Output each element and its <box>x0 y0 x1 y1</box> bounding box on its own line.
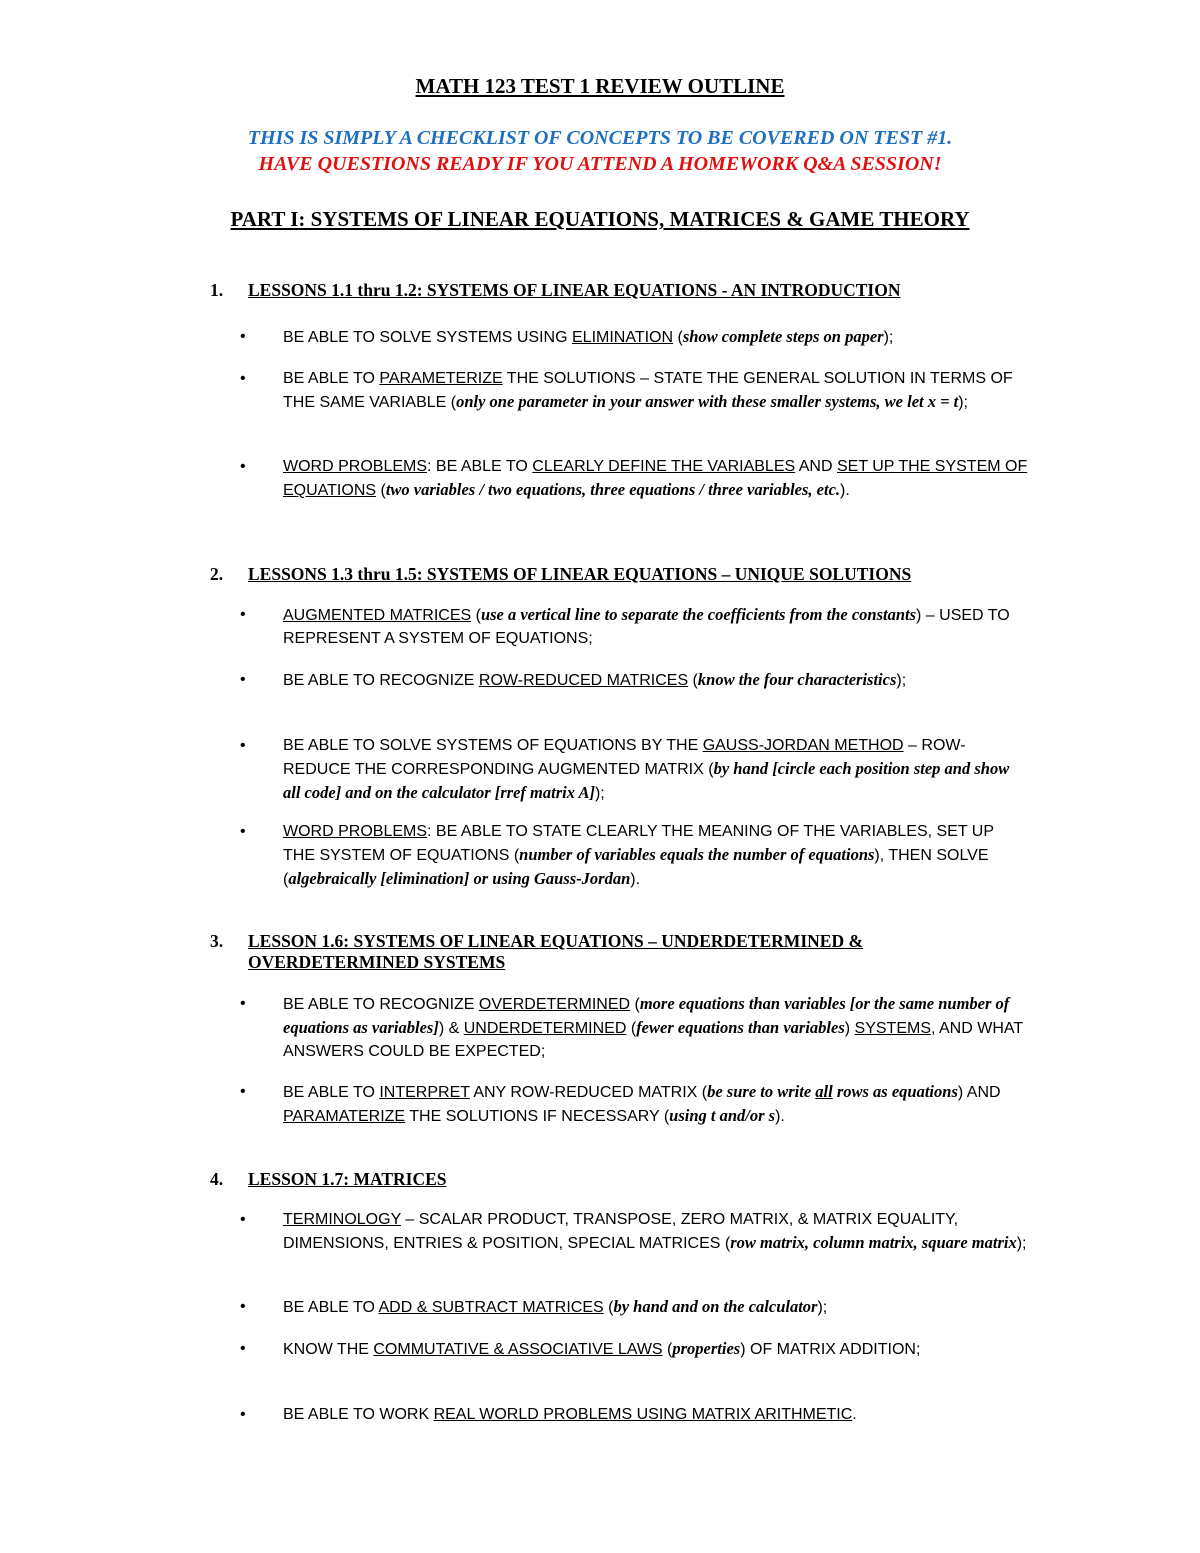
bullet-icon: • <box>240 1083 246 1100</box>
section-title: LESSONS 1.1 thru 1.2: SYSTEMS OF LINEAR EQUATIONS - AN INTRODUCTION <box>248 280 901 300</box>
list-item-text: BE ABLE TO PARAMETERIZE THE SOLUTIONS – STATE THE GENERAL SOLUTION IN TERMS OF THE SAME VARIABLE (only one parameter in your answer with these smaller systems, we let x = t); <box>283 370 1013 411</box>
bullet-icon: • <box>240 458 246 475</box>
section-number: 2. <box>210 564 224 584</box>
bullet-icon: • <box>240 995 246 1012</box>
part-label: PART I <box>230 207 299 231</box>
list-item-text: BE ABLE TO RECOGNIZE ROW-REDUCED MATRICES (know the four characteristics); <box>283 670 907 689</box>
bullet-icon: • <box>240 737 246 754</box>
notice-checklist: THIS IS SIMPLY A CHECKLIST OF CONCEPTS TO BE COVERED ON TEST #1. <box>247 127 953 149</box>
section-title: LESSONS 1.3 thru 1.5: SYSTEMS OF LINEAR EQUATIONS – UNIQUE SOLUTIONS <box>248 564 912 584</box>
bullet-icon: • <box>240 671 246 688</box>
list-item-text: WORD PROBLEMS: BE ABLE TO STATE CLEARLY THE MEANING OF THE VARIABLES, SET UP THE SYSTEM OF EQUATIONS (number of variables equals the number of equations), THEN SOLVE (algebraically [elimination] or using Gauss-Jordan). <box>283 823 994 888</box>
bullet-icon: • <box>240 1211 246 1228</box>
list-item-text: BE ABLE TO SOLVE SYSTEMS OF EQUATIONS BY THE GAUSS-JORDAN METHOD – ROW-REDUCE THE CORRESPONDING AUGMENTED MATRIX (by hand [circle each position step and show all code] and on the calculator [rref matrix A]); <box>283 737 1010 802</box>
list-item-text: AUGMENTED MATRICES (use a vertical line to separate the coefficients from the constants) – USED TO REPRESENT A SYSTEM OF EQUATIONS; <box>283 605 1010 647</box>
bullet-icon: • <box>240 1298 246 1315</box>
list-item-text: BE ABLE TO SOLVE SYSTEMS USING ELIMINATION (show complete steps on paper); <box>283 327 894 346</box>
notice-questions: HAVE QUESTIONS READY IF YOU ATTEND A HOMEWORK Q&A SESSION! <box>258 153 942 175</box>
document-title: MATH 123 TEST 1 REVIEW OUTLINE <box>415 74 785 98</box>
bullet-icon: • <box>240 328 246 345</box>
list-item-text: TERMINOLOGY – SCALAR PRODUCT, TRANSPOSE, ZERO MATRIX, & MATRIX EQUALITY, DIMENSIONS, ENTRIES & POSITION, SPECIAL MATRICES (row matrix, column matrix, square matrix); <box>283 1211 1027 1252</box>
section-number: 1. <box>210 280 224 300</box>
list-item-text: BE ABLE TO INTERPRET ANY ROW-REDUCED MATRIX (be sure to write all rows as equations) AND PARAMATERIZE THE SOLUTIONS IF NECESSARY (using t and/or s). <box>283 1082 1001 1125</box>
section-title: LESSON 1.6: SYSTEMS OF LINEAR EQUATIONS – UNDERDETERMINED & OVERDETERMINED SYSTEMS <box>248 931 864 972</box>
section-number: 4. <box>210 1169 224 1189</box>
list-item-text: KNOW THE COMMUTATIVE & ASSOCIATIVE LAWS (properties) OF MATRIX ADDITION; <box>283 1339 921 1358</box>
bullet-icon: • <box>240 823 246 840</box>
list-item-text: BE ABLE TO RECOGNIZE OVERDETERMINED (more equations than variables [or the same number of equations as variables]) & UNDERDETERMINED (fewer equations than variables) SYSTEMS, AND WHAT ANSWERS COULD BE EXPECTED; <box>283 994 1023 1060</box>
part-title: : SYSTEMS OF LINEAR EQUATIONS, MATRICES & GAME THEORY <box>298 207 970 231</box>
bullet-icon: • <box>240 1406 246 1423</box>
list-item-text: BE ABLE TO WORK REAL WORLD PROBLEMS USING MATRIX ARITHMETIC. <box>283 1406 857 1423</box>
part-heading <box>0 207 1200 232</box>
list-item-text: WORD PROBLEMS: BE ABLE TO CLEARLY DEFINE THE VARIABLES AND SET UP THE SYSTEM OF EQUATIONS (two variables / two equations, three equations / three variables, etc.). <box>283 458 1028 499</box>
bullet-icon: • <box>240 1340 246 1357</box>
section-number: 3. <box>210 931 224 951</box>
bullet-icon: • <box>240 606 246 623</box>
bullet-icon: • <box>240 370 246 387</box>
list-item-text: BE ABLE TO ADD & SUBTRACT MATRICES (by hand and on the calculator); <box>283 1297 828 1316</box>
section-title: LESSON 1.7: MATRICES <box>248 1169 447 1189</box>
